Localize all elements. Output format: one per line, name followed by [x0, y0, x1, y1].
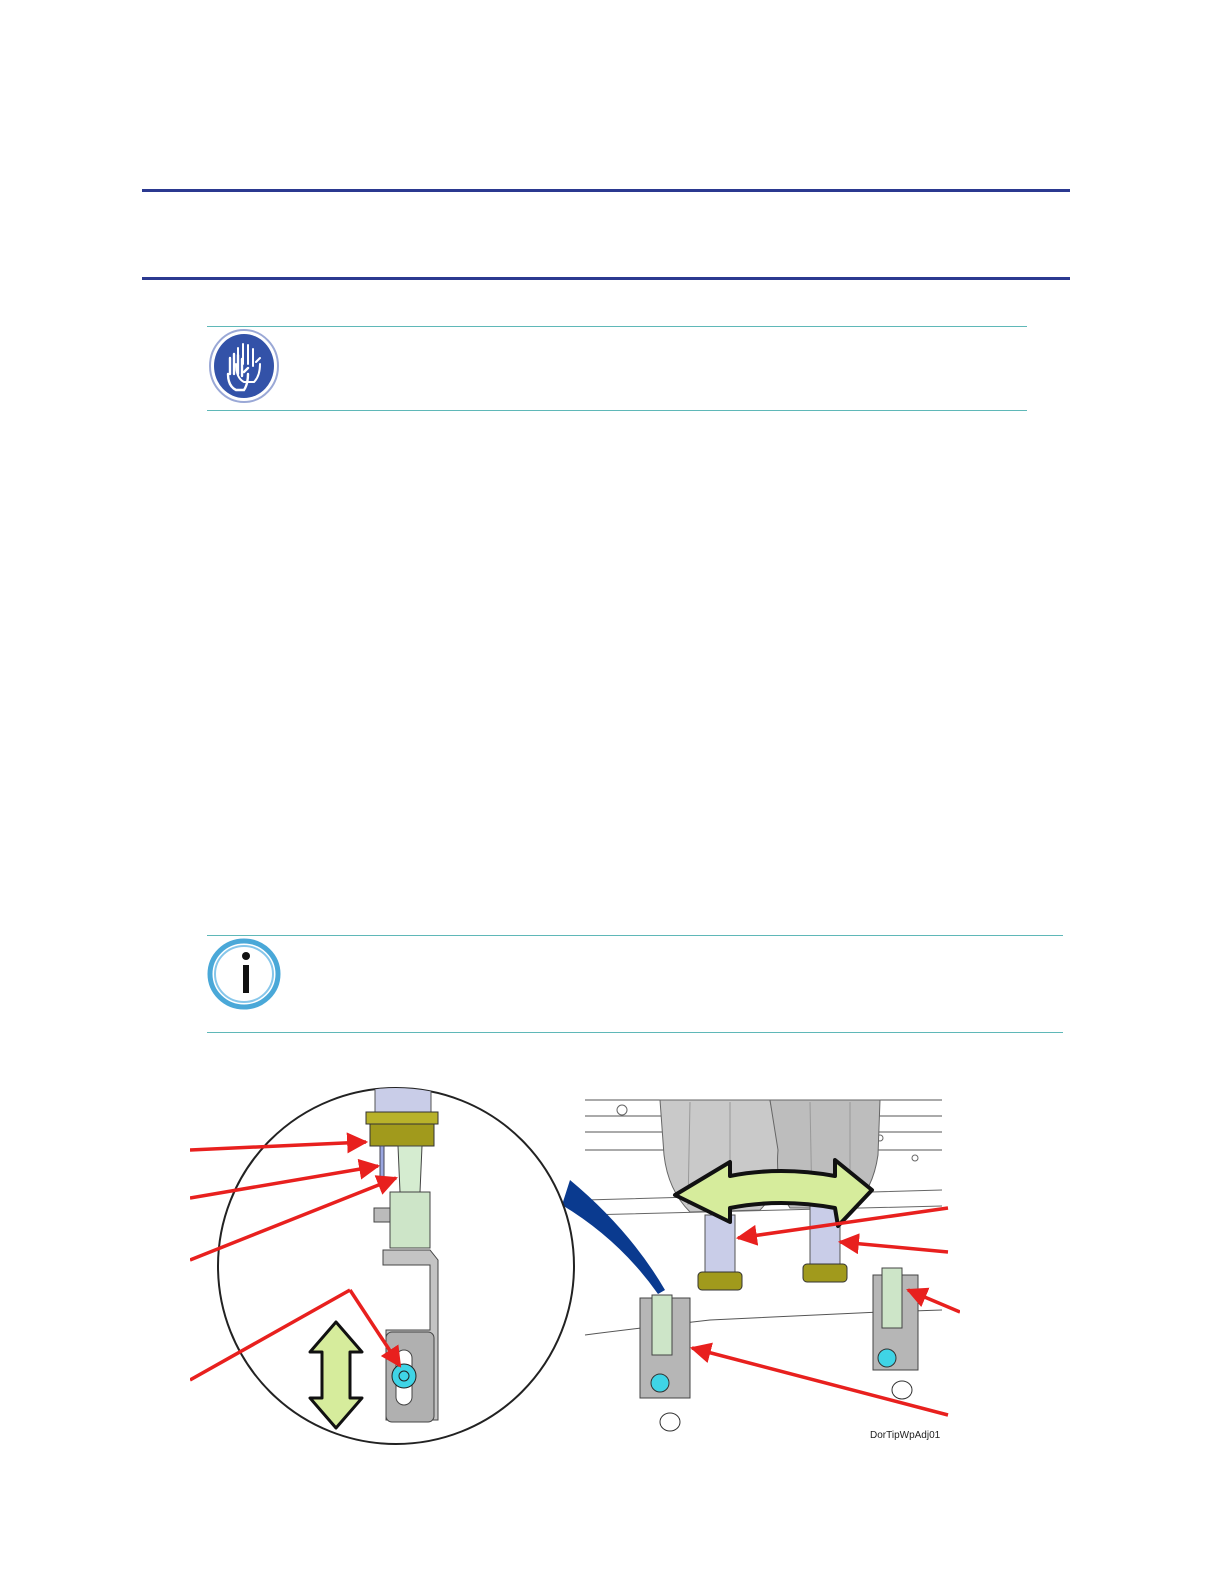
overview-view: [562, 1100, 942, 1431]
callout-rule-top: [207, 326, 1027, 327]
gloves-icon: [208, 328, 280, 409]
zoom-view: [218, 1080, 574, 1444]
info-rule-bottom: [207, 1032, 1063, 1033]
header-rule-top: [142, 189, 1070, 192]
callout-rule-bottom: [207, 410, 1027, 411]
figure-drawing: [190, 1080, 960, 1460]
figure-caption: DorTipWpAdj01: [870, 1430, 941, 1441]
zoom-leader: [562, 1180, 665, 1294]
info-icon: [206, 938, 282, 1015]
info-rule-top: [207, 935, 1063, 936]
adjustment-figure: [190, 1080, 960, 1465]
header-rule-bottom: [142, 277, 1070, 280]
